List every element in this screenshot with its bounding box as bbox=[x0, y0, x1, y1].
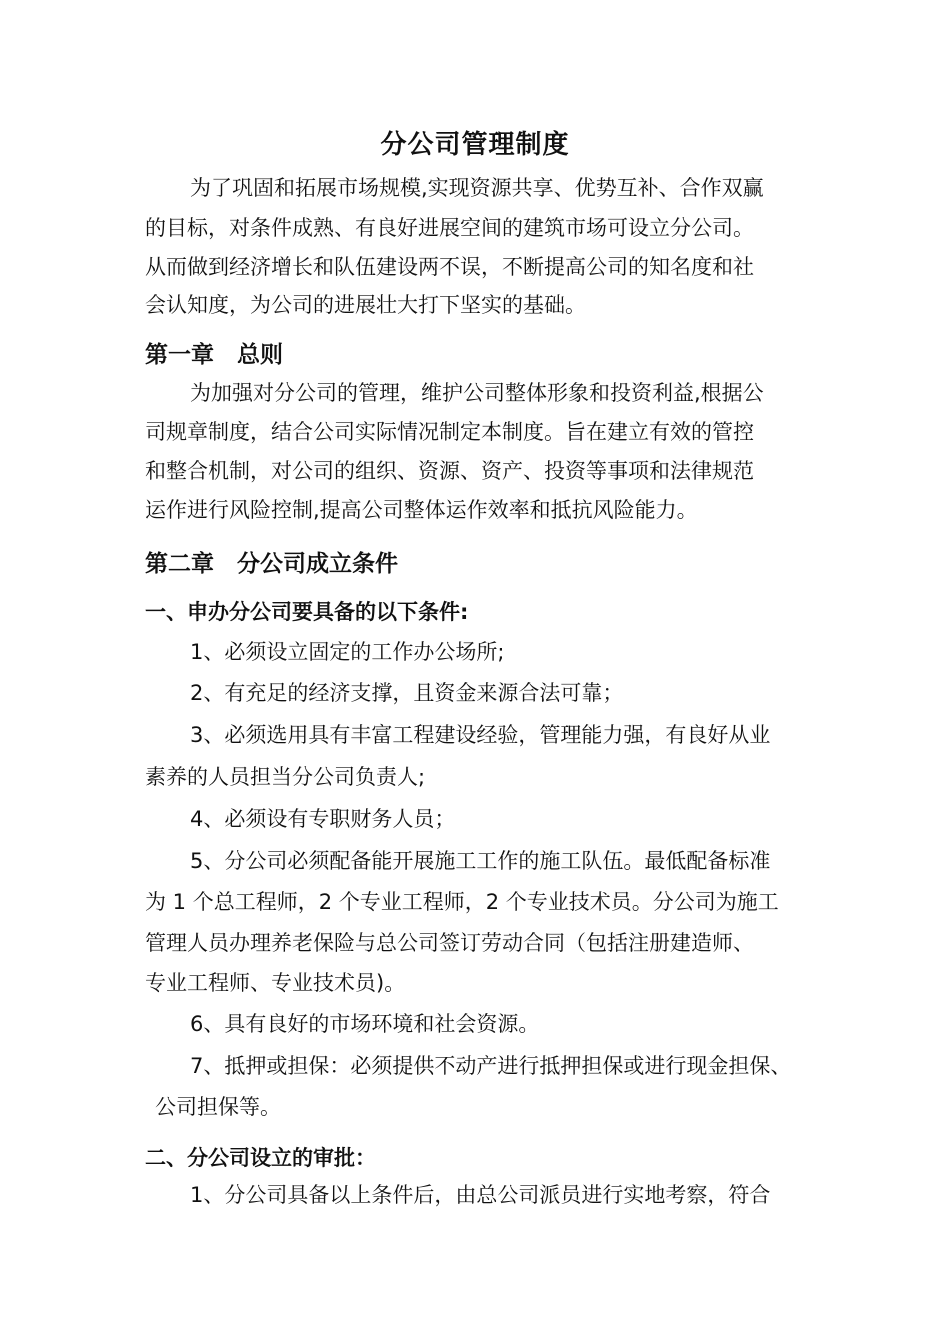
chapter-1-line-1: 为加强对分公司的管理，维护公司整体形象和投资利益,根据公 bbox=[190, 381, 764, 405]
document-title: 分公司管理制度 bbox=[380, 130, 570, 160]
section-2-heading: 二、分公司设立的审批： bbox=[145, 1146, 376, 1170]
chapter-1-line-4: 运作进行风险控制,提高公司整体运作效率和抵抗风险能力。 bbox=[145, 498, 698, 522]
intro-line-1: 为了巩固和拓展市场规模,实现资源共享、优势互补、合作双赢 bbox=[190, 176, 764, 200]
chapter-1-heading: 第一章 总则 bbox=[145, 342, 283, 368]
section-1-line: 5、分公司必须配备能开展施工工作的施工队伍。最低配备标准 bbox=[190, 849, 771, 873]
section-1-line: 公司担保等。 bbox=[155, 1095, 281, 1119]
chapter-1-line-3: 和整合机制，对公司的组织、资源、资产、投资等事项和法律规范 bbox=[145, 459, 754, 483]
section-2-line: 1、分公司具备以上条件后，由总公司派员进行实地考察，符合 bbox=[190, 1183, 771, 1207]
intro-line-2: 的目标，对条件成熟、有良好进展空间的建筑市场可设立分公司。 bbox=[145, 216, 754, 240]
section-1-line: 7、抵押或担保：必须提供不动产进行抵押担保或进行现金担保、 bbox=[190, 1054, 792, 1078]
chapter-1-line-2: 司规章制度，结合公司实际情况制定本制度。旨在建立有效的管控 bbox=[145, 420, 754, 444]
intro-line-4: 会认知度，为公司的进展壮大打下坚实的基础。 bbox=[145, 293, 586, 317]
section-1-line: 2、有充足的经济支撑，且资金来源合法可靠； bbox=[190, 681, 624, 705]
section-1-line: 专业工程师、专业技术员)。 bbox=[145, 971, 406, 995]
intro-line-3: 从而做到经济增长和队伍建设两不误，不断提高公司的知名度和社 bbox=[145, 255, 754, 279]
section-1-line: 管理人员办理养老保险与总公司签订劳动合同（包括注册建造师、 bbox=[145, 931, 754, 955]
section-1-heading: 一、申办分公司要具备的以下条件: bbox=[145, 600, 469, 624]
section-1-line: 素养的人员担当分公司负责人; bbox=[145, 765, 426, 789]
section-1-line: 为 1 个总工程师，2 个专业工程师，2 个专业技术员。分公司为施工 bbox=[145, 890, 779, 914]
section-1-line: 1、必须设立固定的工作办公场所; bbox=[190, 640, 505, 664]
section-1-line: 3、必须选用具有丰富工程建设经验，管理能力强，有良好从业 bbox=[190, 723, 771, 747]
section-1-line: 4、必须设有专职财务人员； bbox=[190, 807, 456, 831]
section-1-line: 6、具有良好的市场环境和社会资源。 bbox=[190, 1012, 540, 1036]
chapter-2-heading: 第二章 分公司成立条件 bbox=[145, 551, 398, 577]
